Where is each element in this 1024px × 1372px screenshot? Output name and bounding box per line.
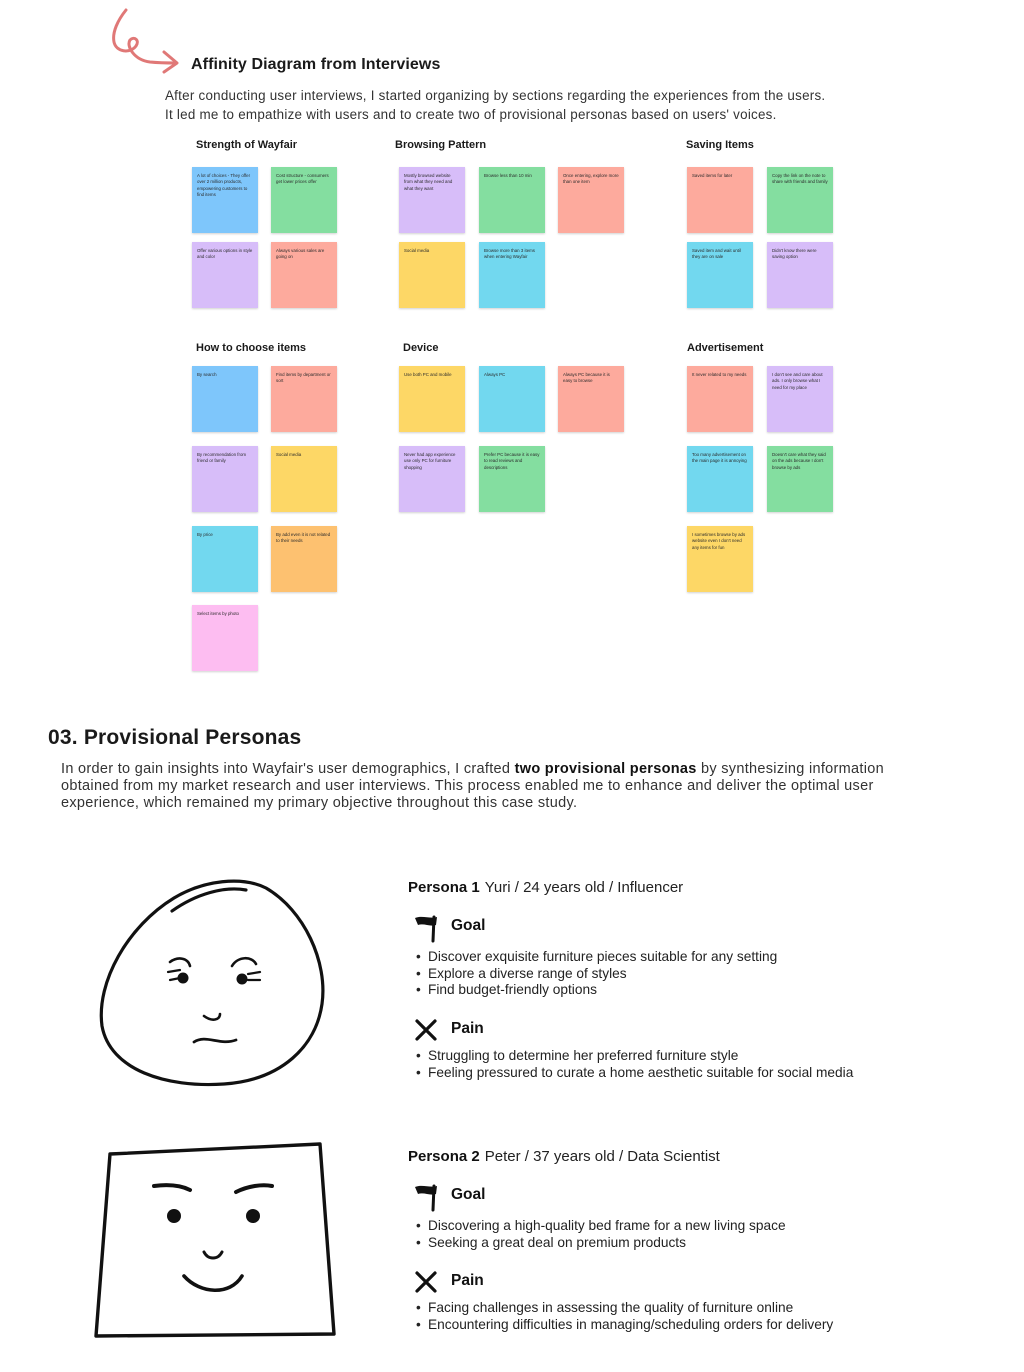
persona-1-label: Persona 1: [408, 879, 480, 896]
personas-body-text: In order to gain insights into Wayfair's user demographics, I crafted: [61, 761, 515, 777]
sticky-note: Always PC because it is easy to browse: [558, 366, 624, 432]
personas-body-text-end: by synthesizing information obtained from my market research and user interviews. This process enabled me to enhance and deliver the optimal user experience, which remained my primary objective throughout this case study.: [61, 761, 884, 811]
sticky-note: Didn't know there were saving option: [767, 242, 833, 308]
sticky-note: Once entering, explore more than one item: [558, 167, 624, 233]
persona-2-goal-list: [416, 1218, 786, 1251]
list-item: • Find budget-friendly options: [416, 982, 777, 999]
sticky-note: Saved items for later: [687, 167, 753, 233]
sticky-note: Doesn't care what they said on the ads because I don't browse by ads: [767, 446, 833, 512]
sticky-note: I sometimes browse by ads website even I don't need any items for fun: [687, 526, 753, 592]
list-item: • Explore a diverse range of styles: [416, 966, 777, 983]
list-item: • Facing challenges in assessing the quality of furniture online: [416, 1300, 833, 1317]
persona-2-pain-title: Pain: [451, 1272, 484, 1289]
affinity-title: Affinity Diagram from Interviews: [191, 56, 441, 73]
sticky-note: By search: [192, 366, 258, 432]
sticky-note: Cost structure - consumers get lower prices offer: [271, 167, 337, 233]
personas-section-body: [61, 761, 941, 812]
sticky-note: Use both PC and mobile: [399, 366, 465, 432]
persona-1-info: Yuri / 24 years old / Influencer: [484, 879, 684, 896]
sticky-note: By price: [192, 526, 258, 592]
flag-icon: [412, 913, 440, 943]
list-item: • Seeking a great deal on premium products: [416, 1235, 786, 1252]
sticky-note: Mostly browsed website from what they need and what they want: [399, 167, 465, 233]
personas-section-title: 03. Provisional Personas: [48, 726, 302, 749]
persona-2-label: Persona 2: [408, 1148, 480, 1165]
sticky-note: Offer various options in style and color: [192, 242, 258, 308]
category-title-saving: Saving Items: [686, 139, 754, 151]
sticky-note: It never related to my needs: [687, 366, 753, 432]
sticky-note: Saved item and wait until they are on sale: [687, 242, 753, 308]
persona-1-header: [408, 879, 683, 896]
affinity-intro-line-2: It led me to empathize with users and to create two of provisional personas based on users' voices.: [165, 107, 777, 122]
persona-2-pain-list: [416, 1300, 833, 1333]
sticky-note: Prefer PC because it is easy to read reviews and descriptions: [479, 446, 545, 512]
list-item: • Feeling pressured to curate a home aesthetic suitable for social media: [416, 1065, 853, 1082]
persona-2-info: Peter / 37 years old / Data Scientist: [484, 1148, 720, 1165]
sticky-note: Browse more than 3 items when entering Wayfair: [479, 242, 545, 308]
list-item: • Discover exquisite furniture pieces suitable for any setting: [416, 949, 777, 966]
sticky-note: Social media: [271, 446, 337, 512]
persona-1-face-drawing: [96, 866, 336, 1094]
flag-icon: [412, 1182, 440, 1212]
category-title-browsing: Browsing Pattern: [395, 139, 487, 151]
sticky-note: By recommendation from friend or family: [192, 446, 258, 512]
persona-1-pain-title: Pain: [451, 1020, 484, 1037]
persona-1-goal-list: [416, 949, 777, 999]
sticky-note: Too many advertisement on the main page it is annoying: [687, 446, 753, 512]
list-item: • Discovering a high-quality bed frame for a new living space: [416, 1218, 786, 1235]
list-item: • Encountering difficulties in managing/scheduling orders for delivery: [416, 1317, 833, 1334]
persona-1-pain-list: [416, 1048, 853, 1081]
persona-2-goal-title: Goal: [451, 1186, 486, 1203]
sticky-note: Never had app experience use only PC for furniture shopping: [399, 446, 465, 512]
sticky-note: Always various sales are going on: [271, 242, 337, 308]
sticky-note: Find items by department or sort: [271, 366, 337, 432]
sticky-note: Social media: [399, 242, 465, 308]
category-title-device: Device: [403, 342, 439, 354]
sticky-note: Browse less than 10 min: [479, 167, 545, 233]
category-title-choose: How to choose items: [196, 342, 307, 354]
sticky-note: Always PC: [479, 366, 545, 432]
persona-1-goal-title: Goal: [451, 917, 486, 934]
x-mark-icon: [414, 1270, 438, 1294]
sticky-note: A lot of choices - They offer over 2 million products, empowering customers to find items: [192, 167, 258, 233]
x-mark-icon: [414, 1018, 438, 1042]
sticky-note: Select items by photo: [192, 605, 258, 671]
category-title-advertisement: Advertisement: [687, 342, 764, 354]
category-title-strength: Strength of Wayfair: [196, 139, 298, 151]
affinity-intro-line-1: After conducting user interviews, I started organizing by sections regarding the experiences from the users.: [165, 88, 826, 103]
sticky-note: I don't see and care about ads. I only browse what I need for my place: [767, 366, 833, 432]
persona-2-face-drawing: [90, 1140, 340, 1344]
personas-body-bold: two provisional personas: [514, 761, 697, 777]
sticky-note: Copy the link on the note to share with friends and family: [767, 167, 833, 233]
sticky-note: By add even it is not related to their needs: [271, 526, 337, 592]
persona-2-header: [408, 1148, 720, 1165]
list-item: • Struggling to determine her preferred furniture style: [416, 1048, 853, 1065]
